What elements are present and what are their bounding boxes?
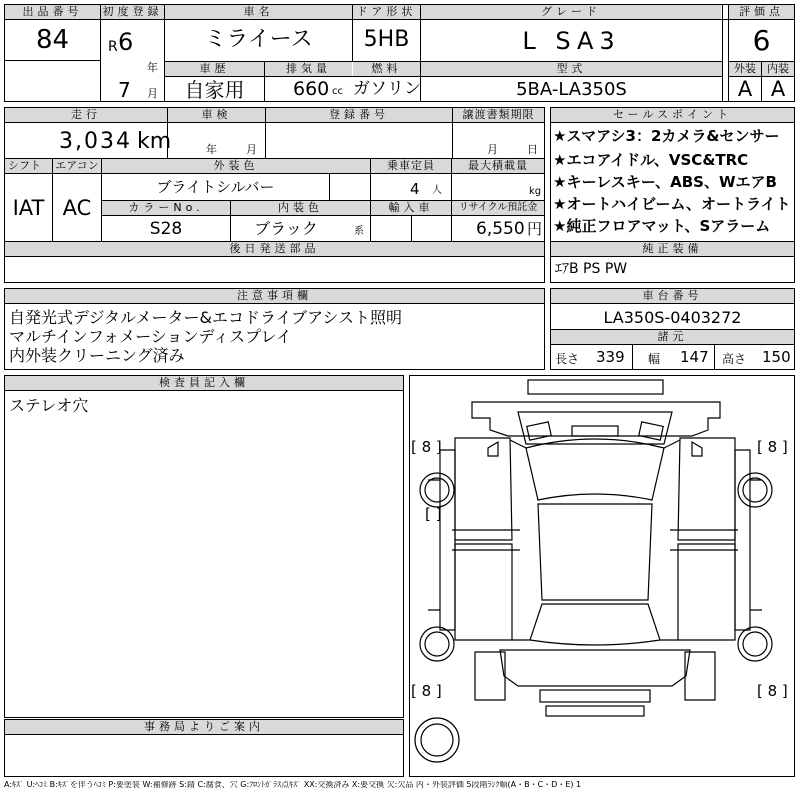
chassis-header: 車台番号 [551,289,794,303]
load-unit: kg [529,186,542,197]
exterior-color: ブライトシルバー [156,178,275,196]
int-grade-header: 内装 [762,62,794,76]
color-number: S28 [149,219,183,239]
transfer-header: 譲渡書類期限 [453,108,544,122]
sales-points-header: セールスポイント [551,108,794,122]
inspection-header: 車検 [168,108,265,122]
sales-point-item: ★キーレスキー、ABS、WエアB [553,173,777,191]
reg-month: 7 [118,78,131,102]
interior-grade: A [770,77,786,101]
length-value: 339 [596,348,625,366]
fuel-header: 燃料 [353,62,420,76]
mileage-header: 走行 [5,108,167,122]
sales-point-item: ★純正フロアマット、Sアラーム [553,217,771,235]
height-value: 150 [762,348,791,366]
tire-mark-front-left: [ 8 ] [411,438,442,456]
displacement-unit: cc [332,86,343,97]
history: 自家用 [184,78,245,102]
month-unit: 月 [147,87,158,100]
fuel: ガソリン [353,79,421,99]
import-header: 輸入車 [371,201,451,215]
interior-color: ブラック [254,219,318,238]
later-parts-header: 後日発送部品 [5,242,544,256]
ac-header: エアコン [53,159,101,173]
capacity-unit: 人 [432,185,442,196]
note-line: 自発光式デジタルメーター&エコドライブアシスト照明 [9,308,402,327]
sales-point-item: ★エコアイドル、VSC&TRC [553,151,749,169]
note-line: 内外装クリーニング済み [9,346,185,365]
spare-tire-mark: [ ] [425,505,442,523]
transfer-month-unit: 月 [487,143,498,156]
width-value: 147 [680,348,709,366]
mileage-unit: km [137,129,172,154]
lot-no-header: 出品番号 [5,5,100,19]
model-header: 型式 [421,62,722,76]
inspector-note: ステレオ穴 [9,396,89,415]
office-header: 事務局よりご案内 [5,720,403,734]
equipment-header: 純正装備 [551,242,794,256]
score-header: 評価点 [729,5,794,19]
car-name: ミライース [204,27,313,52]
era-prefix: R [108,39,118,55]
transfer-day-unit: 日 [527,143,538,156]
shift: IAT [12,196,45,220]
load-header: 最大積載量 [452,159,544,173]
model: 5BA-LA350S [516,79,627,100]
inspector-header: 検査員記入欄 [5,376,403,390]
grade-header: グレード [421,5,721,19]
year-unit: 年 [147,61,158,74]
recycle-unit: 円 [527,220,543,238]
reg-year: 6 [118,28,134,56]
tire-mark-rear-left: [ 8 ] [411,682,442,700]
first-reg-header: 初度登録 [102,5,163,18]
mileage: 3,034 [59,129,132,154]
notes-header: 注意事項欄 [5,289,544,303]
width-label: 幅 [648,352,661,366]
exterior-grade: A [737,77,753,101]
history-header: 車歴 [165,62,264,76]
interior-color-suffix: 系 [354,226,364,237]
door-header: ドア形状 [353,5,420,19]
legend: A:ｷｽﾞ U:ﾍｺﾐ B:ｷｽﾞを伴うﾍｺﾐ P:要塗装 W:補修跡 S:錆 C:腐食、穴 G:ﾌﾛﾝﾄｶﾞﾗｽ点ｷｽﾞ XX:交換済み X:要交換 欠:欠品 内・外装評価 5段階ﾗﾝｸ順(A・B・C・D・E) 1 [4,781,582,789]
tire-mark-front-right: [ 8 ] [757,438,788,456]
equipment-value: ｴｱB PS PW [555,261,628,277]
recycle-fee: 6,550 [476,219,525,239]
air-conditioner: AC [62,196,92,220]
door-type: 5HB [363,27,410,52]
inspection-month-unit: 月 [246,143,257,156]
lot-number: 84 [35,25,70,55]
displacement-header: 排気量 [265,62,352,76]
color-no-header: カラーNo. [102,201,230,215]
capacity-header: 乗車定員 [371,159,451,173]
ext-color-header: 外装色 [102,159,370,173]
recycle-header: リサイクル預託金 [452,201,544,215]
shift-header: シフト [5,159,52,173]
displacement: 660 [293,78,330,100]
car-name-header: 車名 [165,5,352,19]
tire-mark-rear-right: [ 8 ] [757,682,788,700]
length-label: 長さ [555,352,580,366]
note-line: マルチインフォメーションディスプレイ [9,327,292,346]
sales-point-item: ★オートハイビーム、オートライト [553,195,791,213]
chassis-number: LA350S-0403272 [603,308,742,327]
inspection-year-unit: 年 [206,143,217,156]
dims-header: 諸元 [551,330,794,344]
grade: L SA3 [522,27,621,55]
reg-no-header: 登録番号 [266,108,452,122]
ext-grade-header: 外装 [729,62,761,76]
score: 6 [752,24,771,57]
height-label: 高さ [722,352,747,366]
int-color-header: 内装色 [231,201,370,215]
capacity: 4 [410,180,420,198]
sales-point-item: ★スマアシ3：2カメラ&センサー [553,127,780,145]
